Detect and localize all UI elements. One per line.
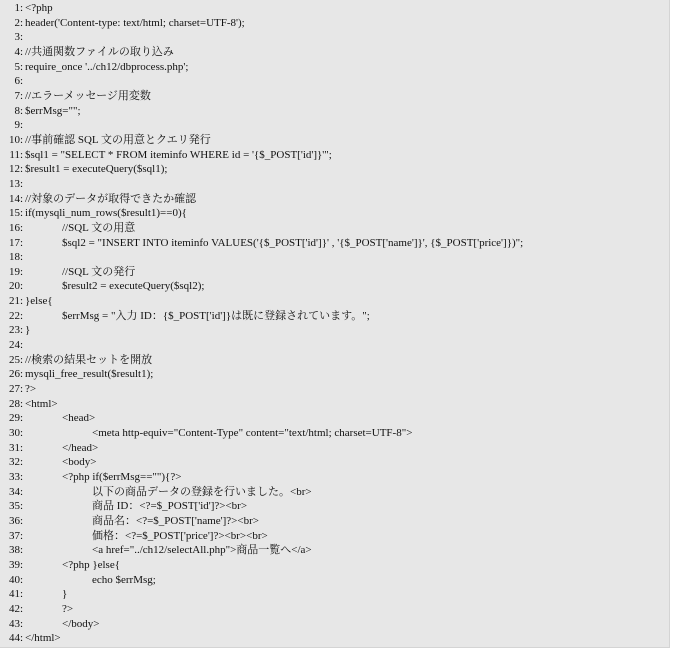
line-number-separator: : [20, 265, 24, 278]
code-line [0, 104, 81, 119]
code-text: 商品名：<?=$_POST['name']?><br> [92, 514, 259, 527]
line-number-separator: : [20, 207, 24, 220]
line-number-separator: : [20, 45, 24, 58]
code-text: 以下の商品データの登録を行いました。<br> [92, 485, 312, 498]
line-number-separator: : [20, 309, 24, 322]
line-number: 14 [9, 192, 20, 205]
line-number-separator: : [20, 60, 24, 73]
code-line [0, 470, 182, 485]
line-number-separator: : [20, 16, 24, 29]
code-line [0, 602, 74, 617]
code-text: </head> [62, 441, 99, 454]
code-line [0, 279, 205, 294]
code-text: $sql1 = "SELECT * FROM iteminfo WHERE id = '{$_POST['id']}'"; [25, 148, 332, 161]
code-line [0, 367, 154, 382]
line-number: 11 [9, 148, 20, 161]
line-number: 42 [9, 602, 20, 615]
code-text: }else{ [25, 295, 53, 308]
line-number-separator: : [20, 500, 24, 513]
code-line [0, 148, 332, 163]
code-text: $result2 = executeQuery($sql2); [62, 280, 205, 293]
line-number: 1 [14, 2, 20, 14]
code-lines [0, 1, 524, 646]
line-number: 24 [9, 339, 20, 352]
line-number-separator: : [20, 163, 24, 176]
code-text: </html> [25, 632, 61, 645]
line-number: 10 [9, 133, 20, 146]
code-text: </body> [62, 617, 100, 630]
code-line [0, 192, 197, 207]
code-line [0, 323, 31, 338]
code-text: <?php if($errMsg==""){?> [62, 471, 182, 483]
line-number: 5 [14, 60, 20, 73]
line-number: 44 [9, 632, 20, 645]
line-number-separator: : [20, 119, 24, 132]
line-number: 26 [9, 368, 20, 381]
line-number-separator: : [20, 339, 24, 352]
line-number-separator: : [20, 353, 24, 366]
code-text: <body> [62, 456, 97, 469]
line-number: 43 [9, 617, 20, 630]
code-text: <?php }else{ [62, 558, 120, 571]
line-number: 40 [9, 573, 20, 586]
line-number: 2 [14, 16, 20, 29]
line-number-separator: : [20, 177, 24, 190]
code-line [0, 250, 26, 265]
line-number: 16 [9, 221, 20, 234]
code-line [0, 485, 312, 500]
line-number: 18 [9, 251, 20, 264]
code-text: <html> [25, 397, 58, 410]
code-line [0, 265, 136, 280]
code-text: <meta http-equiv="Content-Type" content="text/html; charset=UTF-8"> [92, 427, 413, 440]
code-text: //事前確認 SQL 文の用意とクエリ発行 [25, 133, 211, 146]
code-line [0, 133, 211, 148]
code-text: ?> [25, 383, 37, 396]
code-line [0, 206, 187, 221]
code-text: 商品 ID：<?=$_POST['id']?><br> [92, 500, 248, 513]
code-line [0, 30, 26, 45]
line-number: 35 [9, 500, 20, 513]
code-text: <a href="../ch12/selectAll.php">商品一覧へ</a> [92, 544, 312, 557]
code-line [0, 74, 26, 89]
line-number: 19 [9, 265, 20, 278]
line-number-separator: : [20, 221, 24, 234]
line-number-separator: : [20, 514, 24, 527]
code-text: //共通関数ファイルの取り込み [25, 45, 174, 58]
line-number-separator: : [20, 412, 24, 425]
line-number: 3 [14, 31, 20, 44]
line-number: 6 [14, 75, 20, 88]
line-number: 20 [9, 280, 20, 293]
line-number: 27 [9, 383, 20, 396]
line-number-separator: : [20, 251, 24, 264]
code-line [0, 441, 99, 456]
line-number: 32 [9, 456, 20, 469]
line-number: 39 [9, 558, 20, 571]
line-number-separator: : [20, 602, 24, 615]
code-text: 価格：<?=$_POST['price']?><br><br> [92, 529, 268, 542]
line-number: 37 [9, 529, 20, 542]
code-line [0, 397, 58, 412]
code-line [0, 60, 189, 75]
code-text: $result1 = executeQuery($sql1); [25, 163, 168, 176]
code-line [0, 499, 248, 514]
code-line [0, 236, 524, 251]
line-number-separator: : [20, 456, 24, 469]
line-number-separator: : [20, 89, 24, 102]
code-text: //SQL 文の発行 [62, 265, 136, 278]
line-number-separator: : [20, 529, 24, 542]
line-number-separator: : [20, 441, 24, 454]
code-text: <head> [62, 412, 96, 425]
code-line [0, 455, 97, 470]
code-line [0, 573, 156, 588]
code-text: $errMsg = "入力 ID：{$_POST['id']}は既に登録されています。"; [62, 309, 370, 322]
code-line [0, 221, 136, 236]
code-line [0, 543, 312, 558]
code-line [0, 426, 413, 441]
line-number: 28 [9, 397, 20, 410]
line-number: 25 [9, 353, 20, 366]
line-number-separator: : [20, 31, 24, 44]
line-number-separator: : [20, 617, 24, 630]
code-line [0, 89, 151, 104]
line-number: 13 [9, 177, 20, 190]
line-number: 17 [9, 236, 20, 249]
code-line [0, 1, 53, 16]
line-number-separator: : [20, 280, 24, 293]
code-line [0, 118, 26, 133]
code-text: //SQL 文の用意 [62, 221, 136, 234]
code-text: //対象のデータが取得できたか確認 [25, 192, 197, 205]
code-line [0, 529, 268, 544]
line-number: 30 [9, 427, 20, 440]
code-line [0, 411, 96, 426]
line-number-separator: : [20, 427, 24, 440]
code-text: //エラーメッセージ用変数 [25, 89, 151, 102]
line-number-separator: : [20, 573, 24, 586]
line-number: 34 [9, 485, 20, 498]
line-number: 23 [9, 324, 20, 337]
line-number-separator: : [20, 558, 24, 571]
line-number: 12 [9, 163, 20, 176]
code-text: <?php [25, 2, 53, 14]
line-number-separator: : [20, 2, 24, 14]
code-line [0, 338, 26, 353]
code-line [0, 353, 153, 368]
line-number-separator: : [20, 471, 24, 483]
code-line [0, 558, 120, 573]
code-text: } [62, 588, 68, 601]
line-number: 29 [9, 412, 20, 425]
code-line [0, 16, 245, 31]
line-number: 21 [9, 295, 20, 308]
line-number-separator: : [20, 485, 24, 498]
line-number: 38 [9, 544, 20, 557]
line-number-separator: : [20, 295, 24, 308]
code-text: } [25, 324, 31, 337]
line-number-separator: : [20, 383, 24, 396]
line-number-separator: : [20, 632, 24, 645]
line-number: 22 [9, 309, 20, 322]
code-text: mysqli_free_result($result1); [25, 368, 154, 381]
code-text: //検索の結果セットを開放 [25, 353, 153, 366]
line-number: 9 [14, 119, 20, 132]
code-text: require_once '../ch12/dbprocess.php'; [25, 60, 189, 73]
line-number: 4 [14, 45, 20, 58]
line-number: 41 [9, 588, 20, 601]
code-line [0, 294, 53, 309]
line-number-separator: : [20, 133, 24, 146]
line-number-separator: : [20, 368, 24, 381]
line-number-separator: : [20, 236, 24, 249]
code-line [0, 587, 68, 602]
code-line [0, 177, 26, 192]
line-number: 7 [14, 89, 20, 102]
code-text: $errMsg=""; [25, 104, 81, 117]
line-number-separator: : [20, 148, 24, 161]
code-line [0, 382, 37, 397]
code-line [0, 631, 61, 646]
code-text: if(mysqli_num_rows($result1)==0){ [25, 207, 187, 220]
line-number-separator: : [20, 75, 24, 88]
line-number: 15 [9, 207, 20, 220]
line-number: 36 [9, 514, 20, 527]
code-text: $sql2 = "INSERT INTO iteminfo VALUES('{$_POST['id']}' , '{$_POST['name']}', {$_POST['price']})"; [62, 236, 524, 249]
code-text: echo $errMsg; [92, 573, 156, 586]
code-line [0, 309, 370, 324]
line-number-separator: : [20, 544, 24, 557]
line-number: 33 [9, 471, 20, 483]
code-text: ?> [62, 602, 74, 615]
line-number: 31 [9, 441, 20, 454]
code-line [0, 162, 168, 177]
line-number-separator: : [20, 588, 24, 601]
line-number-separator: : [20, 104, 24, 117]
line-number-separator: : [20, 324, 24, 337]
line-number-separator: : [20, 192, 24, 205]
line-number: 8 [14, 104, 20, 117]
code-line [0, 617, 100, 632]
code-line [0, 45, 174, 60]
code-line [0, 514, 259, 529]
line-number-separator: : [20, 397, 24, 410]
code-text: header('Content-type: text/html; charset=UTF-8'); [25, 16, 245, 29]
